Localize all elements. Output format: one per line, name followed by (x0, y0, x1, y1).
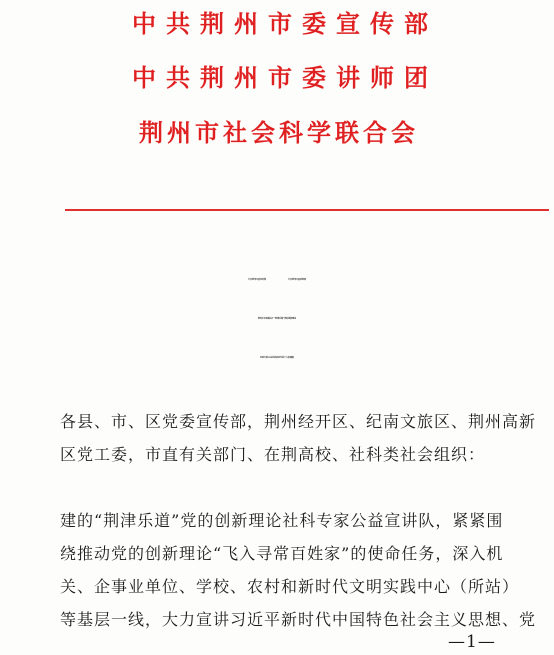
document-title-line-2: 荆州市社科联关于“荆津乐道”党的创新理论 (257, 318, 297, 320)
body-text-line: 建的“荆津乐道”党的创新理论社科专家公益宣讲队，紧紧围 (60, 511, 504, 530)
header-line-lecturer-group: 中共荆州市委讲师团 (132, 63, 438, 92)
body-text-line: 等基层一线，大力宣讲习近平新时代中国特色社会主义思想、党 (60, 610, 537, 629)
header-line-propaganda-department: 中共荆州市委宣传部 (132, 9, 438, 38)
page-number: —1— (448, 632, 496, 652)
title-issuer-2: 中共荆州市委讲师团 (288, 279, 307, 281)
body-text-line: 关、企事业单位、学校、农村和新时代文明实践中心（所站） (60, 577, 520, 596)
header-line-social-science-federation: 荆州市社会科学联合会 (139, 118, 419, 147)
document-title-line-3: 社科专家公益宣讲活动先进个人的通报 (259, 357, 294, 359)
body-text-line: 各县、市、区党委宣传部，荆州经开区、纪南文旅区、荆州高新 (60, 412, 537, 431)
body-text-line: 区党工委，市直有关部门、在荆高校、社科类社会组织： (60, 445, 486, 464)
title-issuer-1: 中共荆州市委宣传部 (247, 279, 266, 281)
document-title-line-1 (0, 278, 554, 281)
body-text-line: 绕推动党的创新理论“飞入寻常百姓家”的使命任务，深入机 (60, 544, 504, 563)
red-divider-rule (65, 209, 549, 211)
